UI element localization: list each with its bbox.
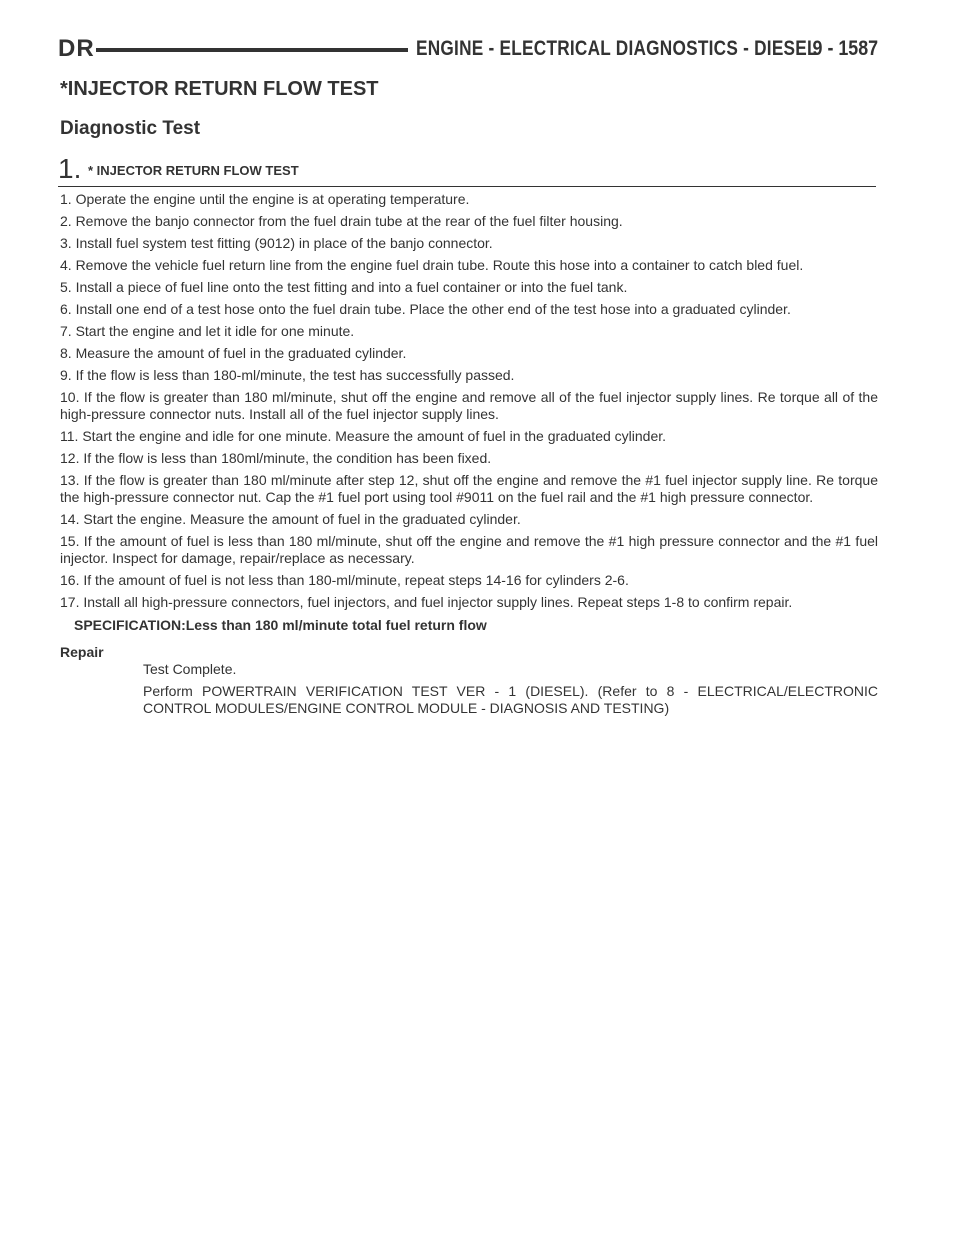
repair-line: Perform POWERTRAIN VERIFICATION TEST VER - 1 (DIESEL). (Refer to 8 - ELECTRICAL/ELECTRONIC CONTROL MODULES/ENGINE CONTROL MODULE - DIAGNOSIS AND TESTING) xyxy=(143,683,878,716)
step-number: 1. xyxy=(58,153,82,184)
page-header xyxy=(0,34,960,64)
page-title: *INJECTOR RETURN FLOW TEST xyxy=(60,78,379,100)
instruction-item: 10. If the flow is greater than 180 ml/minute, shut off the engine and remove all of the fuel injector supply lines. Re torque all of the high-pressure connector nuts. Install all of the fuel injector supply lines. xyxy=(60,389,878,422)
instruction-item: 9. If the flow is less than 180-ml/minute, the test has successfully passed. xyxy=(60,367,515,383)
header-rule xyxy=(96,48,408,52)
instruction-item: 17. Install all high-pressure connectors, fuel injectors, and fuel injector supply lines. Repeat steps 1-8 to confirm repair. xyxy=(60,594,793,610)
instruction-item: 4. Remove the vehicle fuel return line from the engine fuel drain tube. Route this hose into a container to catch bled fuel. xyxy=(60,257,804,273)
instruction-item: 11. Start the engine and idle for one minute. Measure the amount of fuel in the graduated cylinder. xyxy=(60,428,667,444)
instruction-item: 13. If the flow is greater than 180 ml/minute after step 12, shut off the engine and remove the #1 fuel injector supply line. Re torque the high-pressure connector nut. Cap the #1 fuel port using tool #9011 on the fuel rail and the #1 high pressure connector. xyxy=(60,472,878,505)
page-number: 9 - 1587 xyxy=(812,37,878,60)
page-subtitle: Diagnostic Test xyxy=(60,118,201,139)
instruction-item: 6. Install one end of a test hose onto the fuel drain tube. Place the other end of the test hose into a graduated cylinder. xyxy=(60,301,791,317)
repair-label: Repair xyxy=(60,644,104,660)
instructions-body xyxy=(60,191,878,722)
instruction-item: 14. Start the engine. Measure the amount of fuel in the graduated cylinder. xyxy=(60,511,521,527)
instruction-item: 2. Remove the banjo connector from the fuel drain tube at the rear of the fuel filter housing. xyxy=(60,213,623,229)
instruction-item: 16. If the amount of fuel is not less than 180-ml/minute, repeat steps 14-16 for cylinders 2-6. xyxy=(60,572,629,588)
instruction-item: 15. If the amount of fuel is less than 180 ml/minute, shut off the engine and remove the #1 high pressure connector and the #1 fuel injector. Inspect for damage, repair/replace as necessary. xyxy=(60,533,878,566)
step-heading xyxy=(58,152,876,187)
instruction-item: 5. Install a piece of fuel line onto the test fitting and into a fuel container or into the fuel tank. xyxy=(60,279,628,295)
instruction-item: 3. Install fuel system test fitting (9012) in place of the banjo connector. xyxy=(60,235,493,251)
specification: SPECIFICATION:Less than 180 ml/minute total fuel return flow xyxy=(74,617,487,633)
instruction-item: 1. Operate the engine until the engine is at operating temperature. xyxy=(60,191,470,207)
repair-line: Test Complete. xyxy=(143,661,237,677)
instruction-item: 8. Measure the amount of fuel in the graduated cylinder. xyxy=(60,345,407,361)
instruction-item: 12. If the flow is less than 180ml/minute, the condition has been fixed. xyxy=(60,450,492,466)
section-title: ENGINE - ELECTRICAL DIAGNOSTICS - DIESEL xyxy=(416,37,818,60)
repair-section xyxy=(143,661,878,717)
instruction-item: 7. Start the engine and let it idle for one minute. xyxy=(60,323,355,339)
model-code: DR xyxy=(58,35,95,62)
step-title: * INJECTOR RETURN FLOW TEST xyxy=(88,163,299,178)
